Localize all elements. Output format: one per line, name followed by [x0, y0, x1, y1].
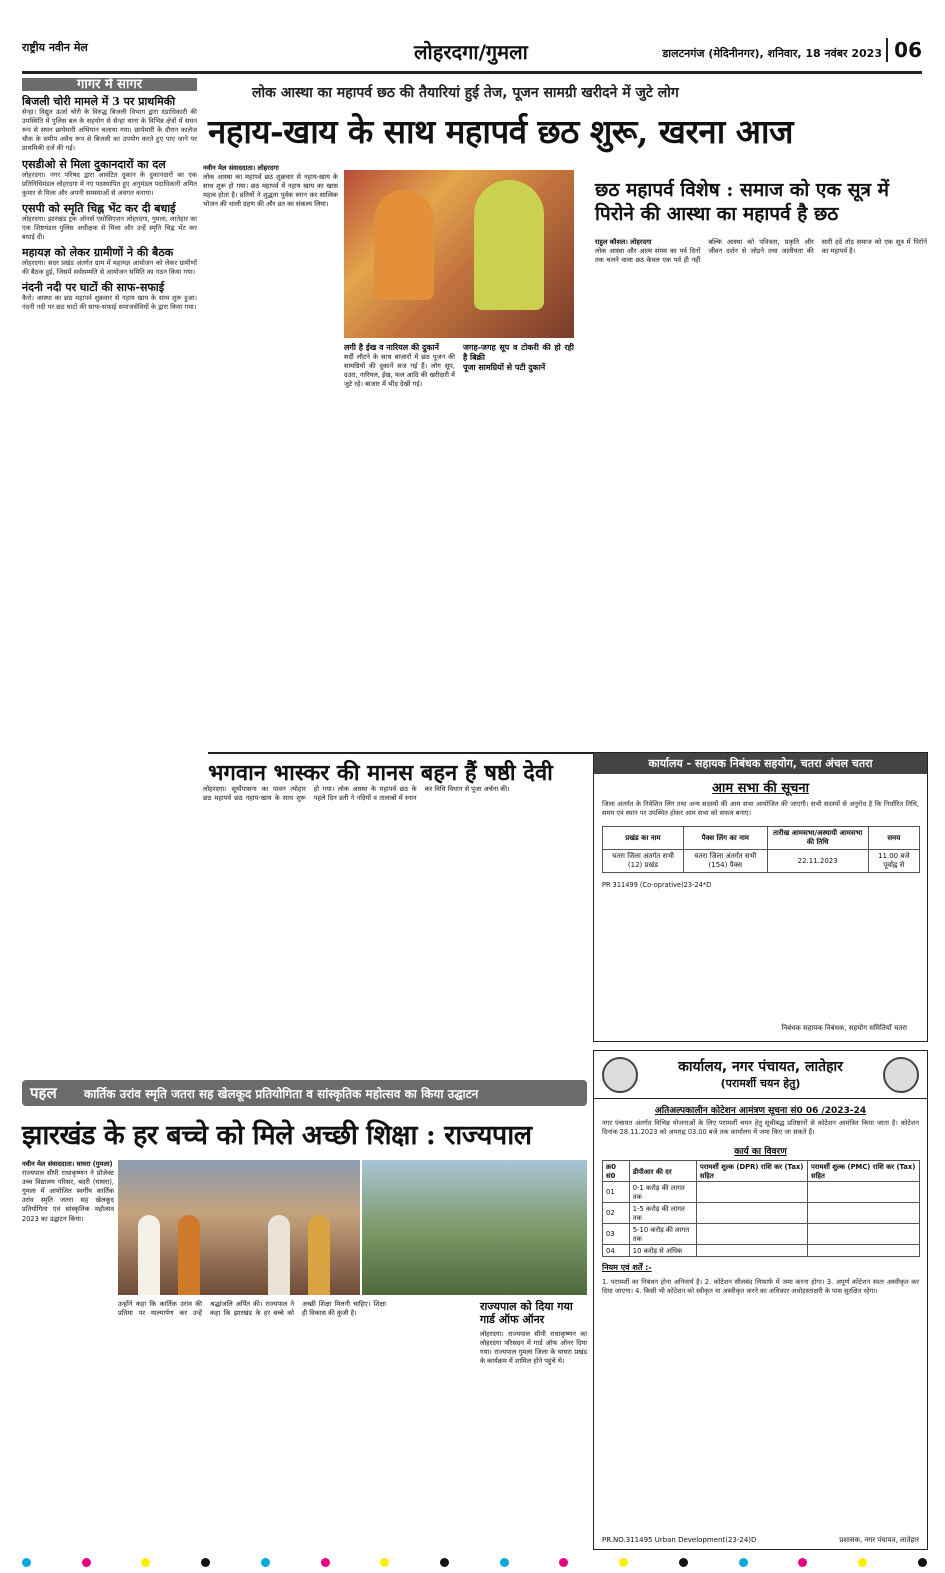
- rules-body: 1. परामर्शी का निबंधन होना अनिवार्य है। 2. कोटेशन सीलबंद लिफाफे में जमा करना होगा। 3. अपूर्ण कोटेशन स्वतः अस्वीकृत कर दिया जाएगा। 4. किसी भी कोटेशन को स्वीकृत या अस्वीकृत करने का अधिकार अधोहस्ताक्षरी के पास सुरक्षित रहेगा।: [602, 1278, 919, 1295]
- table-cell: 5-10 करोड़ की लागत तक: [629, 1224, 696, 1245]
- story-body: लोक आस्था और आत्म संयम का पर्व दिनों तक चलने वाला छठ केवल एक पर्व ही नहीं बल्कि आस्था को पवित्रता, प्रकृति और जीवन दर्शन से जोड़ने तथा जातीयता की सारी हदें तोड़ समाज को एक सूत्र में पिरोने का महापर्व है।: [595, 238, 927, 265]
- table-header: समय: [868, 827, 919, 850]
- table-header: प्रखंड का नाम: [603, 827, 684, 850]
- table-cell: 02: [603, 1203, 630, 1224]
- table-row: [603, 1203, 920, 1224]
- registration-mark: [619, 1558, 628, 1567]
- table-cell: 11.00 बजे पूर्वाह्न से: [868, 850, 919, 873]
- notice-number: अतिअल्पकालीन कोटेशन आमंत्रण सूचना सं0 06 /2023-24: [654, 1106, 867, 1116]
- fee-table: [602, 1160, 920, 1257]
- guard-of-honour-story: [480, 1330, 587, 1558]
- special-label: छठ महापर्व विशेष :: [595, 179, 734, 201]
- briefs-header: गागर में सागर: [22, 78, 197, 91]
- emblem-seal-icon: [602, 1057, 638, 1093]
- page-number: 06: [886, 38, 922, 62]
- table-cell: [696, 1224, 807, 1245]
- special-story-text: [595, 238, 927, 738]
- registration-mark: [141, 1558, 150, 1567]
- brief-body: लोहरदगा। सदर प्रखंड अंतर्गत ग्राम में महायज्ञ आयोजन को लेकर ग्रामीणों की बैठक हुई, जिसमें सर्वसम्मति से आयोजन समिति का गठन किया गया।: [22, 259, 197, 277]
- subhead: पूजा सामग्रियों से पटी दुकानें: [463, 363, 546, 372]
- table-header: परामर्शी शुल्क (PMC) राशि कर (Tax) सहित: [807, 1161, 919, 1182]
- subhead: जगह-जगह सूप व टोकरी की हो रही है बिक्री: [463, 343, 574, 362]
- brief-title: एसपी को स्मृति चिह्न भेंट कर दी बधाई: [22, 201, 176, 215]
- brief-item: [22, 281, 197, 312]
- registration-mark: [858, 1558, 867, 1567]
- registration-mark: [201, 1558, 210, 1567]
- subhead: लगी है ईख व नारियल की दुकानें: [344, 343, 439, 352]
- special-title: समाज को एक सूत्र में पिरोने की आस्था का महापर्व है छठ: [595, 179, 889, 225]
- initiative-tag: पहल: [30, 1084, 57, 1102]
- brief-title: नंदनी नदी पर घाटों की साफ-सफाई: [22, 281, 165, 295]
- person-figure: [268, 1215, 290, 1295]
- emblem-seal-icon: [883, 1057, 919, 1093]
- table-cell: चतरा जिला अंतर्गत सभी (154) पैक्स: [683, 850, 767, 873]
- meeting-table: [602, 826, 920, 873]
- story-body: राज्यपाल सीपी राधाकृष्णन ने प्रोजेक्ट उच्च विद्यालय परिसर, बदरी (घाघरा), गुमला में आयोजित स्वर्गीय कार्तिक उरांव स्मृति जतरा सह खेलकूद प्रतियोगिता एवं सांस्कृतिक महोत्सव 2023 का उद्घाटन किया।: [22, 1169, 114, 1223]
- table-row: [603, 1182, 920, 1203]
- registration-mark: [440, 1558, 449, 1567]
- registration-mark: [739, 1558, 748, 1567]
- brief-title: महायज्ञ को लेकर ग्रामीणों ने की बैठक: [22, 246, 174, 260]
- registration-mark: [500, 1558, 509, 1567]
- table-cell: 01: [603, 1182, 630, 1203]
- bhaskar-headline: भगवान भास्कर की मानस बहन हैं षष्ठी देवी: [208, 752, 753, 787]
- initiative-title: कार्तिक उरांव स्मृति जतरा सह खेलकूद प्रतियोगिता व सांस्कृतिक महोत्सव का किया उद्घाटन: [84, 1087, 479, 1101]
- governor-story-body: [118, 1300, 478, 1558]
- table-header: परामर्शी शुल्क (DPR) राशि कर (Tax) सहित: [696, 1161, 807, 1182]
- ad2-office: कार्यालय, नगर पंचायत, लातेहार: [678, 1059, 843, 1075]
- table-cell: 04: [603, 1245, 630, 1257]
- brief-body: लोहरदगा। नगर परिषद द्वारा आवंटित दुकान के दुकानदारों का एक प्रतिनिधिमंडल लोहरदगा में नए पदस्थापित हुए अनुमंडल पदाधिकारी अमित कुमार से मिला और अपनी समस्याओं से अवगत कराया।: [22, 170, 197, 197]
- table-cell: 10 करोड़ से अधिक: [629, 1245, 696, 1257]
- table-cell: 03: [603, 1224, 630, 1245]
- story-body: उन्होंने कहा कि कार्तिक उरांव की प्रतिमा पर माल्यार्पण कर उन्हें श्रद्धांजलि अर्पित की। राज्यपाल ने कहा कि झारखंड के हर बच्चे को अच्छी शिक्षा मिलनी चाहिए। शिक्षा ही विकास की कुंजी है।: [118, 1300, 386, 1318]
- brief-item: [22, 202, 197, 242]
- governor-event-photo: [118, 1160, 360, 1295]
- table-cell: [696, 1182, 807, 1203]
- registration-mark: [22, 1558, 31, 1567]
- table-title: कार्य का विवरण: [734, 1147, 787, 1157]
- registration-mark: [679, 1558, 688, 1567]
- table-cell: [807, 1224, 919, 1245]
- brief-title: एसडीओ से मिला दुकानदारों का दल: [22, 157, 166, 171]
- registration-mark: [261, 1558, 270, 1567]
- table-cell: 22.11.2023: [767, 850, 868, 873]
- ad2-subtitle: (परामर्शी चयन हेतु): [720, 1077, 801, 1090]
- special-headline: [595, 178, 925, 226]
- brief-body: कैरो। आस्था का छठ महापर्व शुक्रवार से नहाय खाय के साथ शुरू हुआ। नंदनी नदी पर छठ घाटों की साफ-सफाई समाजसेवियों के द्वारा किया गया।: [22, 294, 197, 312]
- byline: नवीन मेल संवाददाता। लोहरदगा: [203, 164, 279, 172]
- table-cell: 1-5 करोड़ की लागत तक: [629, 1203, 696, 1224]
- main-headline: नहाय-खाय के साथ महापर्व छठ शुरू, खरना आज: [208, 112, 793, 151]
- table-cell: [807, 1203, 919, 1224]
- color-registration-bar: [22, 1557, 927, 1567]
- ad2-body: नगर पंचायत अंतर्गत विभिन्न योजनाओं के लिए परामर्शी चयन हेतु सूचीबद्ध प्रतिष्ठानों से कोटेशन आमंत्रित किया जाता है। कोटेशन दिनांक 28.11.2023 को अपराह्न 03.00 बजे तक कार्यालय में जमा किए जा सकते हैं।: [602, 1119, 919, 1136]
- ad-signature: निबंधक सहायक निबंधक, सहयोग समितियाँ चतरा: [781, 1024, 907, 1032]
- registration-mark: [798, 1558, 807, 1567]
- general-meeting-notice-ad: [593, 752, 928, 1042]
- story-body: लोहरदगा। राज्यपाल सीपी राधाकृष्णन का लोहरदगा परिसदन में गार्ड ऑफ ऑनर दिया गया। राज्यपाल गुमला जिला के घाघरा प्रखंड के कार्यक्रम में शामिल होने पहुंचे थे।: [480, 1330, 587, 1366]
- table-row: [603, 1245, 920, 1257]
- table-row: [603, 850, 920, 873]
- brief-body: सेन्हा। विद्युत ऊर्जा चोरी के विरुद्ध बिजली विभाग द्वारा दंडाधिकारी की उपस्थिति में पुलिस बल के सहयोग से सेन्हा थाना के विभिन्न क्षेत्रों में सघन रूप से सघन छापेमारी अभियान चलाया गया। छापेमारी के दौरान कालेज चौक के समीप अवैध रूप से बिजली का उपयोग करते हुए पाए जाने पर प्राथमिकी दर्ज की गई।: [22, 108, 197, 153]
- registration-mark: [380, 1558, 389, 1567]
- table-cell: [807, 1182, 919, 1203]
- ad-reference: PR 311499 (Co-oprative)23-24*D: [602, 881, 712, 889]
- headline-kicker: लोक आस्था का महापर्व छठ की तैयारियां हुई तेज, पूजन सामग्री खरीदने में जुटे लोग: [252, 85, 679, 101]
- ad-reference: PR.NO.311495 Urban Development(23-24)D: [602, 1536, 757, 1544]
- brief-title: बिजली चोरी मामले में 3 पर प्राथमिकी: [22, 95, 176, 109]
- guard-of-honour-headline: राज्यपाल को दिया गया गार्ड ऑफ ऑनर: [480, 1300, 573, 1326]
- brief-body: लोहरदगा। झारखंड ट्रक ऑनर्स एसोसिएशन लोहरदगा, गुमला, लातेहार का एक शिष्टमंडल पुलिस अधीक्षक से मिला और उन्हें स्मृति चिह्न भेंट कर बधाई दी।: [22, 214, 197, 242]
- guard-of-honour-photo: [362, 1160, 587, 1295]
- table-header: तारीख आमसभा/अस्थायी आमसभा की तिथि: [767, 827, 868, 850]
- section-title: लोहरदगा/गुमला: [414, 40, 528, 64]
- byline: नवीन मेल संवाददाता। घाघरा (गुमला): [22, 1160, 113, 1168]
- ad2-footer: [602, 1536, 919, 1545]
- registration-mark: [82, 1558, 91, 1567]
- table-header: पैक्स लिंग का नाम: [683, 827, 767, 850]
- person-figure: [178, 1215, 200, 1295]
- rules-title: नियम एवं शर्तें :-: [602, 1263, 652, 1272]
- registration-mark: [321, 1558, 330, 1567]
- initiative-strip: [22, 1080, 587, 1106]
- quotation-notice-ad: [593, 1050, 928, 1550]
- ad-title: आम सभा की सूचना: [712, 781, 809, 796]
- table-header: क्र0 सं0: [603, 1161, 630, 1182]
- story-body: सर्दी लौटने के साथ बाजारों में छठ पूजन की सामग्रियों की दुकानें सज गई हैं। लोग सूप, दउरा, नारियल, ईख, फल आदि की खरीदारी में जुटे रहे। बाजार में भीड़ देखी गई।: [344, 353, 455, 389]
- brief-item: [22, 158, 197, 198]
- registration-mark: [918, 1558, 927, 1567]
- table-cell: [696, 1245, 807, 1257]
- paper-logo: राष्ट्रीय नवीन मेल: [22, 41, 88, 54]
- briefs-column: [22, 78, 197, 1070]
- ad2-header: [594, 1051, 927, 1099]
- registration-mark: [559, 1558, 568, 1567]
- table-header: डीपीआर की दर: [629, 1161, 696, 1182]
- table-cell: चतरा जिला अंतर्गत सभी (12) प्रखंड: [603, 850, 684, 873]
- person-figure: [138, 1215, 160, 1295]
- ad-signature: प्रशासक, नगर पंचायत, लातेहार: [839, 1536, 919, 1544]
- masthead: [22, 36, 922, 74]
- table-cell: [696, 1203, 807, 1224]
- story-body: लोहरदगा। सूर्योपासना का पावन त्योहार छठ महापर्व छठ नहाय-खाय के साथ शुरू हो गया। लोक आस्था के महापर्व छठ के पहले दिन व्रती ने नदियों व तालाबों में स्नान कर विधि विधान से पूजा अर्चना की।: [203, 785, 510, 803]
- brief-item: [22, 95, 197, 153]
- governor-story-col1: [22, 1160, 114, 1558]
- story-body: लोक आस्था का महापर्व छठ शुक्रवार से नहाय-खाय के साथ शुरू हो गया। छठ महापर्व में नहाय खाय का खास महत्व होता है। व्रतियों ने शुद्धता पूर्वक स्नान कर सात्विक भोजन की थाली ग्रहण की और व्रत का संकल्प लिया।: [203, 173, 338, 209]
- dateline: डालटनगंज (मेदिनीनगर), शनिवार, 18 नवंबर 2023: [662, 47, 882, 60]
- lead-story-text: [203, 164, 338, 738]
- ad-body: जिला अंतर्गत के निवेशित लिंग तथा अन्य सदस्यों की आम सभा आयोजित की जाएगी। सभी सदस्यों से अनुरोध है कि निर्धारित तिथि, समय एवं स्थान पर उपस्थित होकर आम सभा को सफल बनाएं।: [602, 800, 919, 817]
- table-cell: [807, 1245, 919, 1257]
- market-story-text: [344, 343, 574, 738]
- devotee-figure: [474, 180, 544, 310]
- person-figure: [308, 1215, 330, 1295]
- devotee-figure: [374, 190, 434, 300]
- chhath-devotees-photo: [344, 170, 574, 338]
- governor-headline: झारखंड के हर बच्चे को मिले अच्छी शिक्षा : राज्यपाल: [22, 1120, 532, 1151]
- table-row: [603, 1224, 920, 1245]
- table-cell: 0-1 करोड़ की लागत तक: [629, 1182, 696, 1203]
- byline: राहुल कौशल। लोहरदगा: [595, 238, 652, 246]
- ad-office: कार्यालय - सहायक निबंधक सहयोग, चतरा अंचल चतरा: [594, 753, 927, 774]
- brief-item: [22, 246, 197, 277]
